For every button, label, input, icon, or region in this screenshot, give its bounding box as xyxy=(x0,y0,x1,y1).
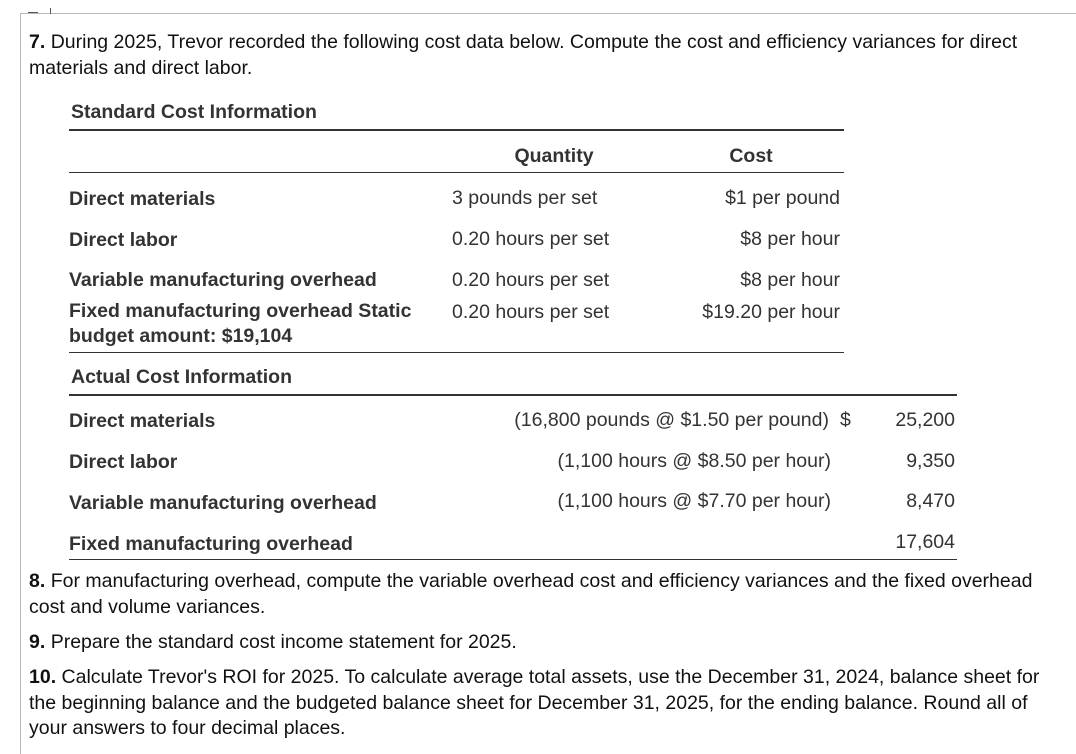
cost-column-header: Cost xyxy=(729,145,773,167)
standard-row-quantity: 0.20 hours per set xyxy=(452,269,610,291)
actual-row-label: Direct labor xyxy=(69,451,178,473)
standard-row-label: Fixed manufacturing overhead Static budget amount: $19,104 xyxy=(69,300,412,347)
actual-row-label: Fixed manufacturing overhead xyxy=(69,533,353,555)
standard-row-cost: $8 per hour xyxy=(740,269,840,291)
question-8-number: 8. xyxy=(29,570,46,592)
actual-row-amount: 9,350 xyxy=(906,450,955,472)
actual-row-amount: 25,200 xyxy=(895,409,955,431)
actual-row-description: (1,100 hours @ $7.70 per hour) xyxy=(557,490,831,512)
standard-row-quantity: 0.20 hours per set xyxy=(452,301,610,323)
question-9-text: Prepare the standard cost income statement for 2025. xyxy=(50,631,517,653)
question-10-text: Calculate Trevor's ROI for 2025. To calculate average total assets, use the December 31, 2024, balance sheet for the beginning balance and the budgeted balance sheet for December 31, 2025, for the ending balance. Round all of your answers to four decimal places. xyxy=(29,666,1040,739)
standard-row-label: Direct labor xyxy=(69,229,178,251)
actual-title-rule xyxy=(69,394,957,396)
question-10-number: 10. xyxy=(29,666,57,688)
question-9-number: 9. xyxy=(29,631,46,653)
standard-header-rule xyxy=(69,172,844,173)
standard-bottom-rule xyxy=(69,352,844,353)
question-7 xyxy=(29,30,1059,81)
standard-row-label: Direct materials xyxy=(69,188,216,210)
frame-tick-mark xyxy=(50,8,51,14)
question-10 xyxy=(29,665,1059,742)
question-8-text: For manufacturing overhead, compute the variable overhead cost and efficiency variances and the fixed overhead cost and volume variances. xyxy=(29,570,1033,618)
question-8 xyxy=(29,569,1039,620)
standard-row-cost: $1 per pound xyxy=(725,187,840,209)
actual-bottom-rule xyxy=(69,559,957,560)
actual-row-label: Direct materials xyxy=(69,410,216,432)
actual-row-amount: 17,604 xyxy=(895,531,955,553)
frame-dash-mark xyxy=(28,12,38,13)
actual-row-amount: 8,470 xyxy=(906,490,955,512)
standard-row-quantity: 3 pounds per set xyxy=(452,187,598,209)
actual-row-label: Variable manufacturing overhead xyxy=(69,492,377,514)
standard-row-cost: $19.20 per hour xyxy=(702,301,840,323)
actual-row-description: (1,100 hours @ $8.50 per hour) xyxy=(557,450,831,472)
question-7-number: 7. xyxy=(29,31,46,53)
actual-cost-title: Actual Cost Information xyxy=(71,366,293,388)
standard-title-rule xyxy=(69,129,844,131)
standard-row-quantity: 0.20 hours per set xyxy=(452,228,610,250)
question-7-text: During 2025, Trevor recorded the following cost data below. Compute the cost and efficiency variances for direct materials and direct labor. xyxy=(29,31,1018,79)
quantity-column-header: Quantity xyxy=(514,145,594,167)
standard-row-label: Variable manufacturing overhead xyxy=(69,269,377,291)
standard-row-cost: $8 per hour xyxy=(740,228,840,250)
standard-cost-title: Standard Cost Information xyxy=(71,101,317,123)
question-9 xyxy=(29,630,1059,656)
actual-row-dollar-sign: $ xyxy=(840,409,851,431)
actual-row-description: (16,800 pounds @ $1.50 per pound) xyxy=(514,409,829,431)
